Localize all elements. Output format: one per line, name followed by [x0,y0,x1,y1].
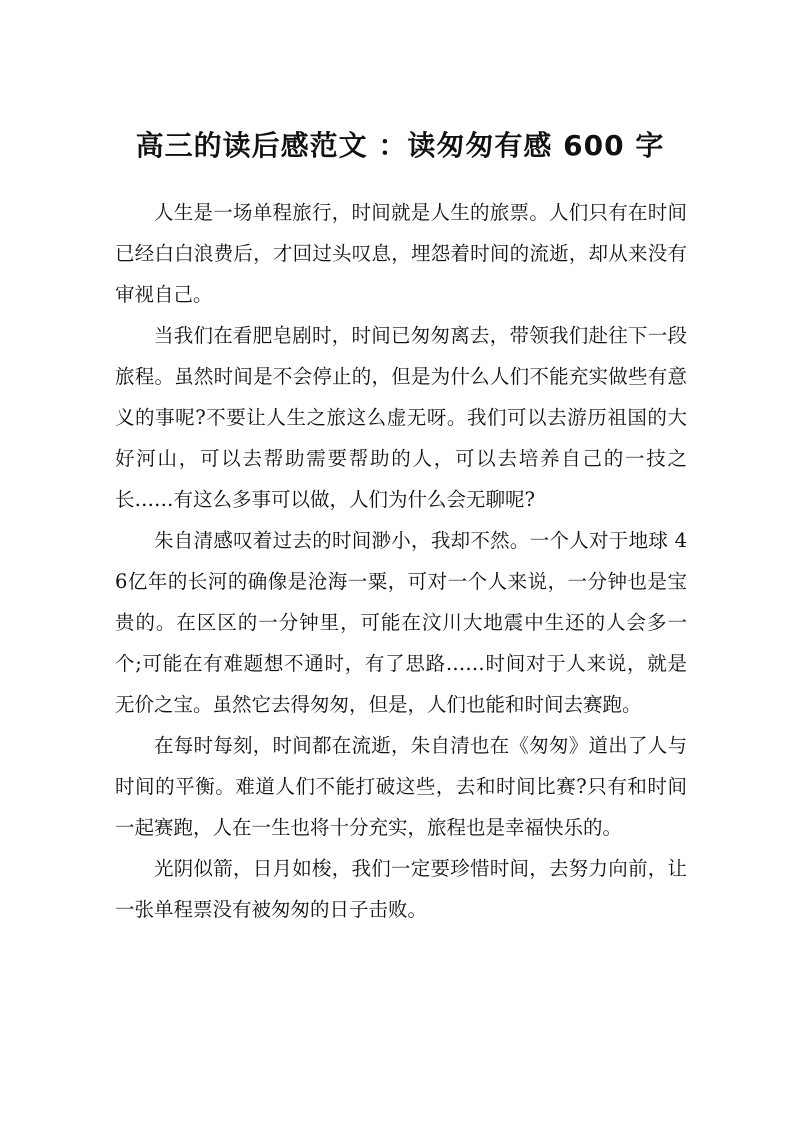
paragraph-2: 当我们在看肥皂剧时，时间已匆匆离去，带领我们赴往下一段旅程。虽然时间是不会停止的，但是为什么人们不能充实做些有意义的事呢?不要让人生之旅这么虚无呀。我们可以去游历祖国的大好河山，可以去帮助需要帮助的人，可以去培养自己的一技之长……有这么多事可以做，人们为什么会无聊呢? [115,324,687,511]
document-title: 高三的读后感范文 ：读匆匆有感 600 字 [135,129,665,162]
paragraph-4: 在每时每刻，时间都在流逝，朱自清也在《匆匆》道出了人与时间的平衡。难道人们不能打破这些，去和时间比赛?只有和时间一起赛跑，人在一生也将十分充实，旅程也是幸福快乐的。 [115,734,687,839]
paragraph-1: 人生是一场单程旅行，时间就是人生的旅票。人们只有在时间已经白白浪费后，才回过头叹息，埋怨着时间的流逝，却从来没有审视自己。 [115,201,687,306]
paragraph-5: 光阴似箭，日月如梭，我们一定要珍惜时间，去努力向前，让一张单程票没有被匆匆的日子击败。 [115,857,687,921]
paragraph-3: 朱自清感叹着过去的时间渺小，我却不然。一个人对于地球 46亿年的长河的确像是沧海一粟，可对一个人来说，一分钟也是宝贵的。在区区的一分钟里，可能在汶川大地震中生还的人会多一个;可能在有难题想不通时，有了思路……时间对于人来说，就是无价之宝。虽然它去得匆匆，但是，人们也能和时间去赛跑。 [115,529,687,716]
document-body [115,192,687,930]
